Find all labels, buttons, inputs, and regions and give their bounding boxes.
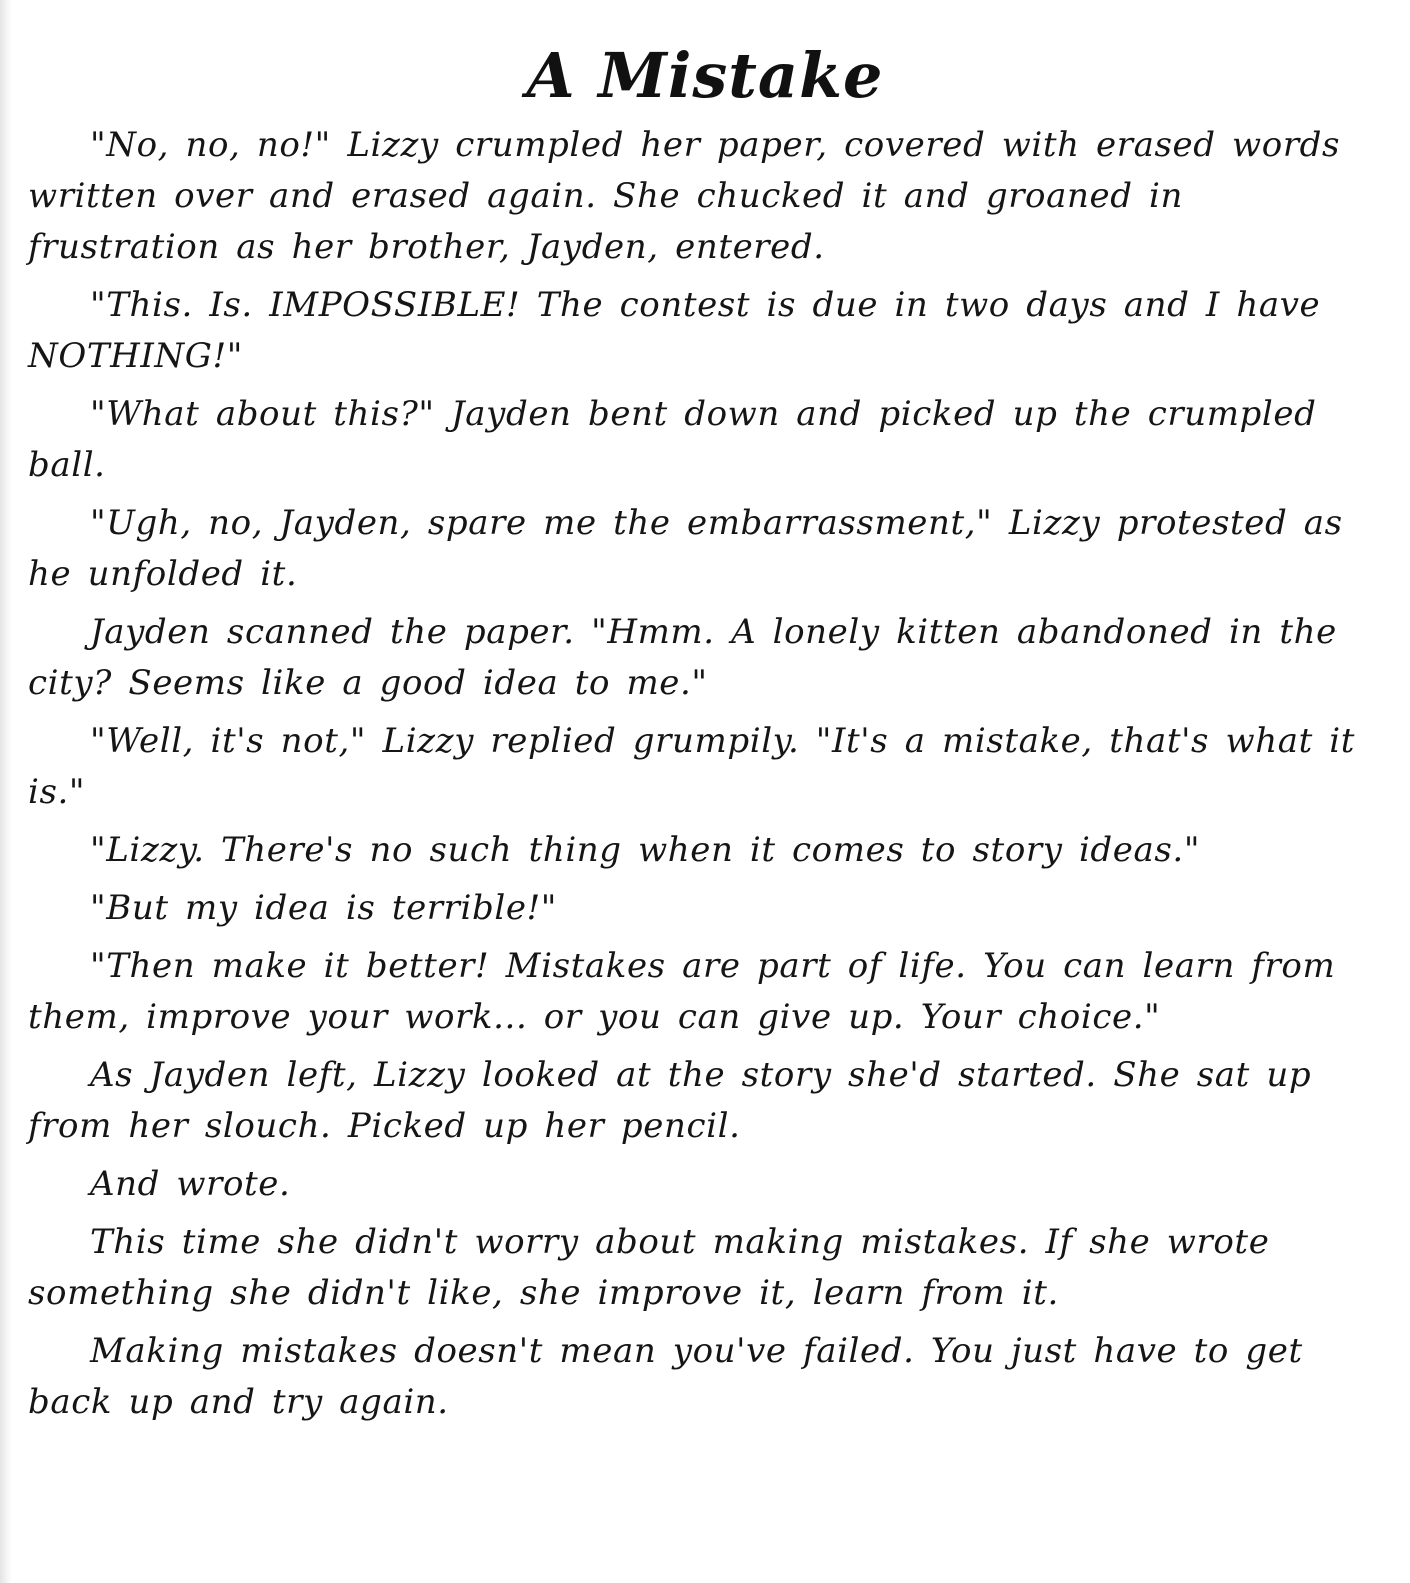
story-paragraph: As Jayden left, Lizzy looked at the story she'd started. She sat up from her slouch. Picked up her pencil.: [28, 1055, 1312, 1146]
story-paragraph: And wrote.: [90, 1164, 291, 1204]
story-title: A Mistake: [526, 39, 884, 112]
story-paragraph: "Lizzy. There's no such thing when it comes to story ideas.": [90, 830, 1201, 870]
story-paragraph: "Well, it's not," Lizzy replied grumpily. "It's a mistake, that's what it is.": [28, 721, 1355, 812]
story-paragraph: "Ugh, no, Jayden, spare me the embarrassment," Lizzy protested as he unfolded it.: [28, 503, 1343, 594]
story-paragraph: "But my idea is terrible!": [90, 888, 558, 928]
story-body: [28, 120, 1378, 1435]
story-paragraph: This time she didn't worry about making mistakes. If she wrote something she didn't like, she improve it, learn from it.: [28, 1222, 1270, 1313]
story-paragraph: "Then make it better! Mistakes are part of life. You can learn from them, improve your work... or you can give up. Your choice.": [28, 946, 1336, 1037]
page-edge-shadow: [0, 0, 12, 1583]
story-paragraph: "What about this?" Jayden bent down and picked up the crumpled ball.: [28, 394, 1317, 485]
story-paragraph: "No, no, no!" Lizzy crumpled her paper, covered with erased words written over and erased again. She chucked it and groaned in frustration as her brother, Jayden, entered.: [28, 125, 1341, 267]
story-paragraph: Making mistakes doesn't mean you've failed. You just have to get back up and try again.: [28, 1331, 1303, 1422]
story-paragraph: "This. Is. IMPOSSIBLE! The contest is due in two days and I have NOTHING!": [28, 285, 1321, 376]
story-paragraph: Jayden scanned the paper. "Hmm. A lonely kitten abandoned in the city? Seems like a good idea to me.": [28, 612, 1337, 703]
